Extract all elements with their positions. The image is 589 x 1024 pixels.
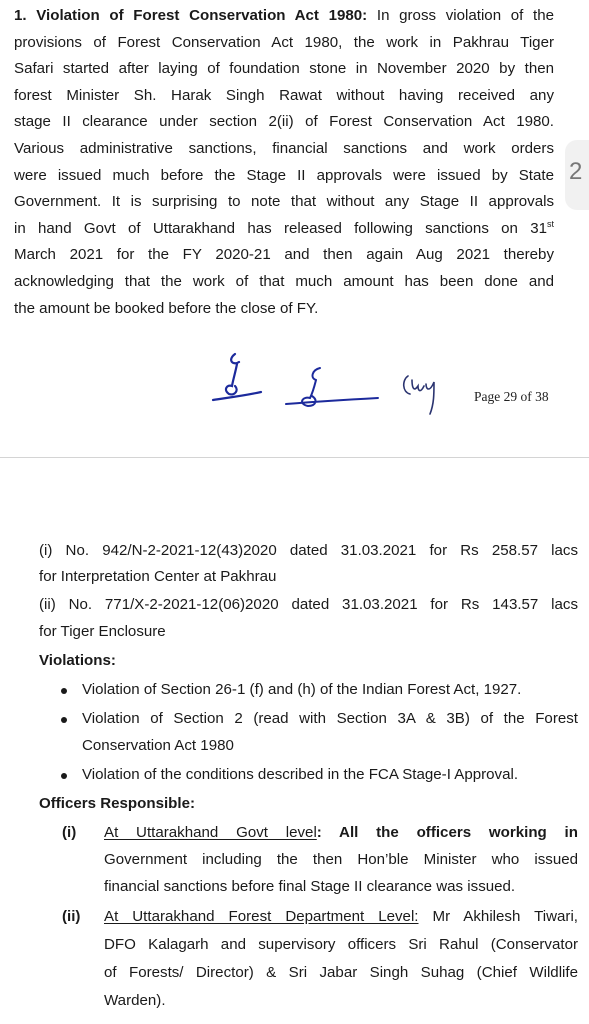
violation-item-2: Violation of Section 2 (read with Section 3A & 3B) of the Forest — [82, 710, 578, 727]
signature-3-image — [398, 368, 446, 420]
paragraph-line: Safari started after laying of foundation stone in November 2020 by then — [14, 60, 554, 78]
bullet-icon — [61, 688, 67, 694]
page-number: Page 29 of 38 — [474, 389, 549, 404]
officer-item-1: At Uttarakhand Govt level: All the officers working in — [104, 824, 578, 841]
paragraph-line: Government. It is surprising to note that without any Stage II approvals — [14, 193, 554, 211]
paragraph-line: provisions of Forest Conservation Act 1980, the work in Pakhrau Tiger — [14, 33, 554, 51]
section-heading: 1. Violation of Forest Conservation Act 1980: — [14, 7, 368, 24]
officer-item-2-title: At Uttarakhand Forest Department Level: — [104, 908, 419, 925]
paragraph-fca-violation — [14, 3, 554, 322]
signature-2-image — [282, 364, 382, 410]
officer-item-1-number: (i) — [62, 824, 77, 841]
paragraph-line: were issued much before the Stage II approvals were issued by State — [14, 166, 554, 184]
paragraph-line: forest Minister Sh. Harak Singh Rawat without having received any — [14, 86, 554, 104]
document-page-29 — [0, 0, 589, 458]
paragraph-line: in hand Govt of Uttarakhand has released following sanctions on 31st — [14, 218, 554, 237]
violation-item-2-cont: Conservation Act 1980 — [82, 737, 234, 754]
bullet-icon — [61, 773, 67, 779]
violation-item-1: Violation of Section 26-1 (f) and (h) of the Indian Forest Act, 1927. — [82, 681, 522, 698]
paragraph-line: March 2021 for the FY 2020-21 and then again Aug 2021 thereby — [14, 246, 554, 264]
violations-heading: Violations: — [39, 652, 116, 669]
officer-item-1-line2: Government including the then Hon’ble Minister who issued — [104, 851, 578, 868]
signature-1-image — [205, 350, 265, 408]
officer-item-2-line3: of Forests/ Director) & Sri Jabar Singh Suhag (Chief Wildlife — [104, 964, 578, 981]
officer-item-2-number: (ii) — [62, 908, 81, 925]
page-divider — [0, 457, 589, 458]
paragraph-line: Various administrative sanctions, financial sanctions and work orders — [14, 139, 554, 157]
sanction-item-2: (ii) No. 771/X-2-2021-12(06)2020 dated 31.03.2021 for Rs 143.57 lacs — [39, 596, 578, 613]
officer-item-2-line2: DFO Kalagarh and supervisory officers Sri Rahul (Conservator — [104, 936, 578, 953]
side-scroll-marker: 2 — [565, 140, 589, 210]
bullet-icon — [61, 717, 67, 723]
sanction-item-2-detail: for Tiger Enclosure — [39, 623, 166, 640]
sanction-item-1: (i) No. 942/N-2-2021-12(43)2020 dated 31.03.2021 for Rs 258.57 lacs — [39, 542, 578, 559]
sanction-item-1-detail: for Interpretation Center at Pakhrau — [39, 568, 277, 585]
violation-item-3: Violation of the conditions described in the FCA Stage-I Approval. — [82, 766, 519, 783]
document-page-30 — [0, 462, 589, 1024]
paragraph-line: 1. Violation of Forest Conservation Act 1980: In gross violation of the — [14, 7, 554, 24]
paragraph-line: acknowledging that the work of that much amount has been done and — [14, 272, 554, 290]
officer-item-1-line3: financial sanctions before final Stage II clearance was issued. — [104, 878, 516, 895]
officer-item-1-title: At Uttarakhand Govt level — [104, 824, 317, 841]
officer-item-2-line4: Warden). — [104, 992, 166, 1009]
officer-item-2: At Uttarakhand Forest Department Level: Mr Akhilesh Tiwari, — [104, 908, 578, 925]
officers-heading: Officers Responsible: — [39, 795, 196, 812]
paragraph-line: the amount be booked before the close of FY. — [14, 299, 319, 317]
paragraph-line: stage II clearance under section 2(ii) of Forest Conservation Act 1980. — [14, 113, 554, 131]
